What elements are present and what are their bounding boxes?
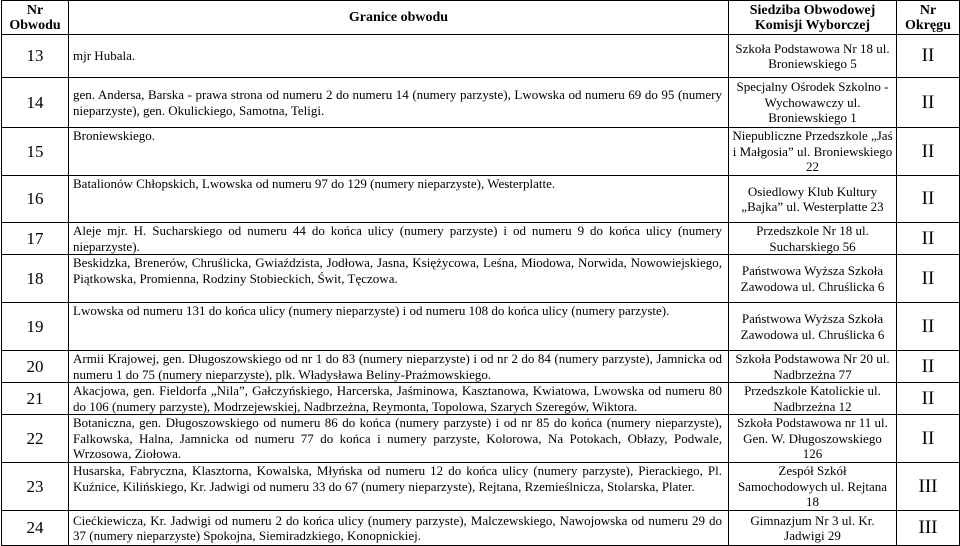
row-siedziba: Szkoła Podstawowa Nr 18 ul. Broniewskiego 5 [729, 35, 897, 78]
row-nr-obwodu: 19 [2, 303, 69, 351]
table-row [2, 463, 960, 511]
row-nr-okregu: II [897, 78, 960, 128]
row-nr-okregu: II [897, 303, 960, 351]
row-granice: Batalionów Chłopskich, Lwowska od numeru 97 do 129 (numery nieparzyste), Westerplatte. [69, 176, 729, 223]
row-siedziba: Niepubliczne Przedszkole „Jaś i Małgosia” ul. Broniewskiego 22 [729, 128, 897, 176]
row-nr-obwodu: 16 [2, 176, 69, 223]
table-row [2, 303, 960, 351]
row-nr-obwodu: 22 [2, 415, 69, 463]
row-nr-okregu: II [897, 383, 960, 415]
row-nr-obwodu: 24 [2, 511, 69, 546]
row-nr-obwodu: 17 [2, 223, 69, 255]
row-nr-obwodu: 15 [2, 128, 69, 176]
row-siedziba: Państwowa Wyższa Szkoła Zawodowa ul. Chruślicka 6 [729, 255, 897, 303]
row-granice: Broniewskiego. [69, 128, 729, 176]
row-siedziba: Gimnazjum Nr 3 ul. Kr. Jadwigi 29 [729, 511, 897, 546]
header-granice-obwodu: Granice obwodu [69, 1, 729, 35]
header-siedziba-komisji: Siedziba Obwodowej Komisji Wyborczej [729, 1, 897, 35]
row-siedziba: Przedszkole Nr 18 ul. Sucharskiego 56 [729, 223, 897, 255]
row-nr-obwodu: 13 [2, 35, 69, 78]
row-siedziba: Przedszkole Katolickie ul. Nadbrzeżna 12 [729, 383, 897, 415]
header-nr-obwodu: Nr Obwodu [2, 1, 69, 35]
row-nr-okregu: II [897, 35, 960, 78]
row-granice: Ciećkiewicza, Kr. Jadwigi od numeru 2 do końca ulicy (numery parzyste), Malczewskiego, Nawojowska od numeru 29 do 37 (numery nieparzyste) Spokojna, Siemiradzkiego, Konopnickiej. [69, 511, 729, 546]
row-granice: Akacjowa, gen. Fieldorfa „Nila”, Gałczyńskiego, Harcerska, Jaśminowa, Kasztanowa, Kwiatowa, Lwowska od numeru 80 do 106 (numery parzyste), Modrzejewskiej, Nadbrzeżna, Reymonta, Topolowa, Szarych Szeregów, Wiktora. [69, 383, 729, 415]
row-granice: Armii Krajowej, gen. Długoszowskiego od nr 1 do 83 (numery nieparzyste) i od nr 2 do 84 (numery parzyste), Jamnicka od numeru 1 do 75 (numery nieparzyste), plk. Władysława Beliny-Prażmowskiego. [69, 351, 729, 383]
row-granice: Beskidzka, Brenerów, Chruślicka, Gwiaździsta, Jodłowa, Jasna, Księżycowa, Leśna, Miodowa, Norwida, Nowowiejskiego, Piątkowska, Promienna, Rodziny Stobieckich, Świt, Tęczowa. [69, 255, 729, 303]
row-nr-obwodu: 23 [2, 463, 69, 511]
table-row [2, 78, 960, 128]
row-granice: Husarska, Fabryczna, Klasztorna, Kowalska, Młyńska od numeru 12 do końca ulicy (numery parzyste), Pierackiego, Pl. Kuźnice, Kilińskiego, Kr. Jadwigi od numeru 33 do 67 (numery nieparzyste), Rejtana, Rzemieślnicza, Stolarska, Plater. [69, 463, 729, 511]
row-nr-okregu: II [897, 351, 960, 383]
row-granice: Aleje mjr. H. Sucharskiego od numeru 44 do końca ulicy (numery parzyste) i od numeru 9 do końca ulicy (numery nieparzyste). [69, 223, 729, 255]
row-siedziba: Państwowa Wyższa Szkoła Zawodowa ul. Chruślicka 6 [729, 303, 897, 351]
table-row [2, 351, 960, 383]
electoral-districts-table [1, 0, 960, 546]
row-nr-okregu: III [897, 463, 960, 511]
row-nr-okregu: III [897, 511, 960, 546]
row-nr-okregu: II [897, 415, 960, 463]
row-granice: gen. Andersa, Barska - prawa strona od numeru 2 do numeru 14 (numery parzyste), Lwowska od numeru 69 do 95 (numery nieparzyste), gen. Okulickiego, Samotna, Teligi. [69, 78, 729, 128]
row-siedziba: Osiedlowy Klub Kultury „Bajka” ul. Westerplatte 23 [729, 176, 897, 223]
table-header-row [2, 1, 960, 35]
row-nr-obwodu: 18 [2, 255, 69, 303]
row-nr-obwodu: 21 [2, 383, 69, 415]
row-granice: Lwowska od numeru 131 do końca ulicy (numery nieparzyste) i od numeru 108 do końca ulicy (numery parzyste). [69, 303, 729, 351]
row-granice: mjr Hubala. [69, 35, 729, 78]
row-nr-okregu: II [897, 176, 960, 223]
row-nr-obwodu: 14 [2, 78, 69, 128]
table-row [2, 128, 960, 176]
row-siedziba: Szkoła Podstawowa nr 11 ul. Gen. W. Długoszowskiego 126 [729, 415, 897, 463]
table-row [2, 35, 960, 78]
table-row [2, 383, 960, 415]
row-siedziba: Szkoła Podstawowa Nr 20 ul. Nadbrzeżna 77 [729, 351, 897, 383]
table-row [2, 511, 960, 546]
table-row [2, 176, 960, 223]
table-row [2, 415, 960, 463]
table-row [2, 255, 960, 303]
row-nr-okregu: II [897, 128, 960, 176]
table-row [2, 223, 960, 255]
header-nr-okregu: Nr Okręgu [897, 1, 960, 35]
row-siedziba: Specjalny Ośrodek Szkolno - Wychowawczy ul. Broniewskiego 1 [729, 78, 897, 128]
row-nr-okregu: II [897, 255, 960, 303]
row-nr-okregu: II [897, 223, 960, 255]
row-siedziba: Zespół Szkół Samochodowych ul. Rejtana 18 [729, 463, 897, 511]
row-granice: Botaniczna, gen. Długoszowskiego od numeru 86 do końca (numery parzyste) i od nr 85 do końca (numery nieparzyste), Falkowska, Halna, Jamnicka od numeru 77 do końca i numery parzyste, Kolorowa, Na Potokach, Obłazy, Podwale, Wrzosowa, Ziołowa. [69, 415, 729, 463]
row-nr-obwodu: 20 [2, 351, 69, 383]
